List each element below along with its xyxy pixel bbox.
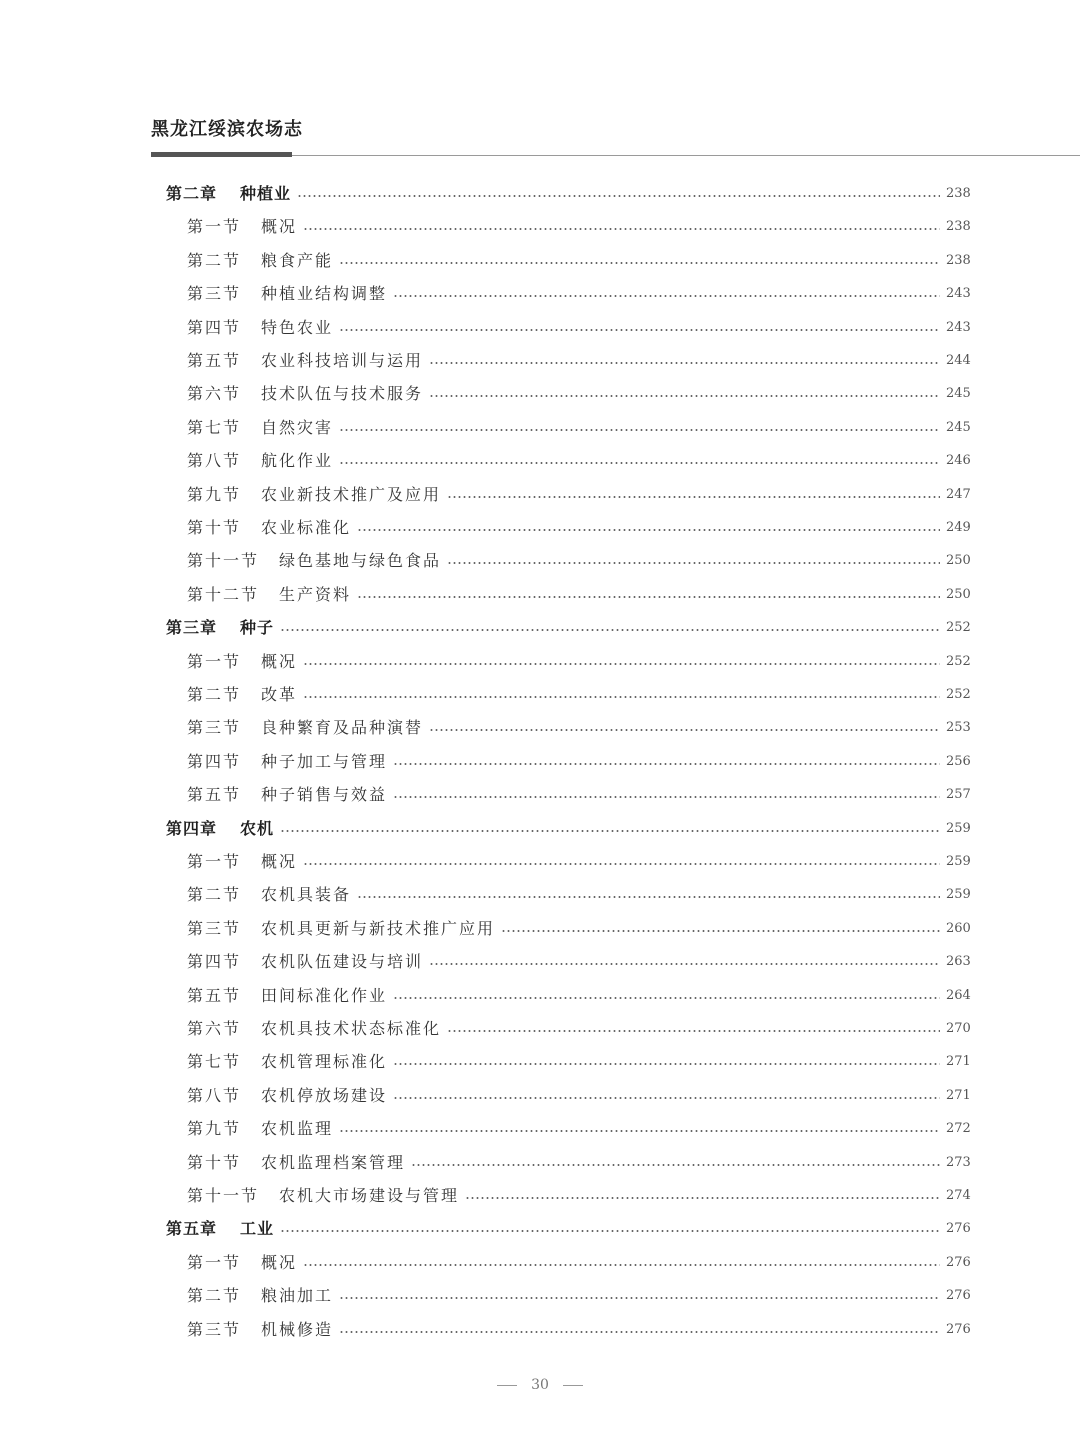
toc-entry-page: 270 [946,1021,971,1036]
toc-section-entry[interactable] [187,244,970,278]
toc-chapter-entry[interactable] [166,177,970,211]
toc-entry-title: 农机具技术状态标准化 [261,1019,442,1038]
toc-section-entry[interactable] [187,845,970,879]
toc-entry-page: 252 [946,687,971,702]
toc-section-entry[interactable] [187,344,970,378]
toc-entry-page: 256 [946,753,971,769]
dot-leader [429,963,940,965]
toc-entry-page: 274 [946,1188,971,1203]
toc-chapter-entry[interactable] [166,812,970,846]
toc-entry-number: 第七节 [187,417,242,437]
toc-entry-page: 247 [946,486,971,502]
toc-entry-page: 246 [946,453,971,469]
dot-leader [429,362,940,364]
toc-entry-number: 第三节 [187,284,242,304]
toc-entry-title: 特色农业 [261,317,334,337]
toc-entry-page: 238 [946,186,971,201]
toc-entry-number: 第三节 [187,918,242,938]
dot-leader [357,596,940,598]
toc-section-entry[interactable] [187,711,970,745]
toc-entry-page: 271 [946,1054,971,1070]
dot-leader [303,1264,940,1266]
toc-entry-title: 概况 [261,651,298,671]
toc-entry-page: 253 [946,720,971,736]
toc-entry-page: 245 [946,386,971,402]
dot-leader [339,462,940,464]
toc-entry-title: 农机停放场建设 [261,1085,388,1105]
toc-entry-title: 航化作业 [261,451,334,471]
toc-section-entry[interactable] [187,544,970,578]
toc-entry-number: 第一节 [187,217,242,237]
toc-section-entry[interactable] [187,912,970,946]
toc-entry-title: 粮食产能 [261,250,334,270]
toc-entry-number: 第十一节 [187,551,260,571]
toc-entry-title: 种植业 [240,184,292,203]
dot-leader [303,663,940,665]
dot-leader [393,295,940,297]
toc-entry-title: 农机管理标准化 [261,1052,388,1072]
toc-entry-number: 第九节 [187,1119,242,1139]
toc-entry-title: 农业科技培训与运用 [261,351,424,370]
toc-section-entry[interactable] [187,1012,970,1046]
toc-section-entry[interactable] [187,1313,970,1347]
dot-leader [357,529,940,531]
toc-chapter-entry[interactable] [166,1212,970,1246]
toc-entry-number: 第二节 [187,685,242,704]
toc-section-entry[interactable] [187,1279,970,1313]
dot-leader [339,1297,940,1299]
dot-leader [303,228,940,230]
toc-entry-number: 第五节 [187,785,242,805]
toc-entry-title: 绿色基地与绿色食品 [279,551,442,571]
toc-entry-title: 生产资料 [279,584,352,604]
toc-entry-number: 第五节 [187,985,242,1005]
toc-entry-title: 种子销售与效益 [261,785,388,805]
toc-entry-number: 第四章 [166,818,218,838]
dot-leader [429,729,940,731]
toc-entry-number: 第十节 [187,518,242,537]
toc-entry-number: 第一节 [187,651,242,671]
dot-leader [339,329,940,331]
toc-entry-title: 粮油加工 [261,1286,334,1306]
dot-leader [357,896,940,898]
toc-entry-page: 250 [946,553,971,569]
toc-section-entry[interactable] [187,1112,970,1146]
toc-entry-page: 244 [946,353,971,368]
toc-entry-page: 276 [946,1288,971,1304]
toc-entry-title: 概况 [261,1252,298,1272]
toc-entry-number: 第二节 [187,1286,242,1306]
toc-entry-page: 259 [946,887,971,903]
toc-entry-page: 238 [946,219,971,235]
toc-section-entry[interactable] [187,1179,970,1213]
toc-section-entry[interactable] [187,645,970,679]
toc-entry-title: 技术队伍与技术服务 [261,384,424,404]
toc-entry-page: 271 [946,1087,971,1103]
toc-entry-page: 276 [946,1321,971,1337]
toc-entry-number: 第十节 [187,1152,242,1172]
dot-leader [280,1230,940,1232]
toc-entry-title: 概况 [261,217,298,237]
toc-entry-number: 第八节 [187,451,242,471]
toc-entry-page: 273 [946,1154,971,1170]
toc-entry-title: 良种繁育及品种演替 [261,718,424,738]
toc-section-entry[interactable] [187,511,970,545]
toc-entry-page: 238 [946,252,971,268]
toc-entry-title: 自然灾害 [261,417,334,437]
dot-leader [339,429,940,431]
dot-leader [280,629,940,631]
toc-entry-title: 田间标准化作业 [261,985,388,1005]
toc-entry-page: 276 [946,1221,971,1237]
dot-leader [429,395,940,397]
dot-leader [303,863,940,865]
toc-entry-page: 264 [946,987,971,1003]
footer-dash-left [497,1385,517,1386]
toc-entry-title: 农机监理档案管理 [261,1152,406,1172]
dot-leader [339,262,940,264]
toc-entry-number: 第四节 [187,952,242,972]
toc-entry-title: 改革 [261,685,298,704]
toc-entry-page: 259 [946,820,971,836]
dot-leader [393,997,940,999]
toc-section-entry[interactable] [187,1246,970,1280]
toc-section-entry[interactable] [187,411,970,445]
toc-entry-number: 第三节 [187,1319,242,1339]
toc-entry-page: 249 [946,520,971,535]
toc-entry-title: 农机监理 [261,1119,334,1139]
dot-leader [447,1030,940,1032]
toc-section-entry[interactable] [187,745,970,779]
toc-entry-page: 252 [946,620,971,636]
toc-entry-number: 第九节 [187,484,242,504]
toc-entry-number: 第六节 [187,1019,242,1038]
toc-entry-number: 第四节 [187,317,242,337]
dot-leader [447,496,940,498]
toc-section-entry[interactable] [187,979,970,1013]
dot-leader [303,696,940,698]
toc-entry-number: 第三章 [166,618,218,638]
toc-entry-page: 243 [946,286,971,302]
toc-section-entry[interactable] [187,1079,970,1113]
toc-entry-title: 农业标准化 [261,518,352,537]
toc-entry-number: 第一节 [187,1252,242,1272]
dot-leader [465,1197,940,1199]
toc-entry-page: 257 [946,787,971,803]
toc-entry-number: 第七节 [187,1052,242,1072]
toc-section-entry[interactable] [187,377,970,411]
toc-section-entry[interactable] [187,945,970,979]
toc-entry-number: 第十一节 [187,1186,260,1205]
toc-section-entry[interactable] [187,478,970,512]
dot-leader [393,796,940,798]
toc-entry-title: 农机具装备 [261,885,352,905]
toc-entry-page: 245 [946,419,971,435]
toc-entry-title: 种植业结构调整 [261,284,388,304]
toc-section-entry[interactable] [187,1146,970,1180]
toc-entry-title: 农机 [240,818,275,838]
toc-entry-title: 工业 [240,1219,275,1239]
toc-entry-page: 276 [946,1254,971,1270]
toc-entry-title: 种子加工与管理 [261,751,388,771]
toc-section-entry[interactable] [187,878,970,912]
toc-entry-page: 259 [946,854,971,869]
toc-section-entry[interactable] [187,210,970,244]
toc-entry-title: 机械修造 [261,1319,334,1339]
toc-entry-page: 243 [946,319,971,335]
page-number: 30 [531,1377,549,1393]
toc-entry-number: 第十二节 [187,584,260,604]
dot-leader [501,930,940,932]
dot-leader [393,1097,940,1099]
toc-entry-number: 第二节 [187,885,242,905]
dot-leader [393,1063,940,1065]
toc-entry-page: 252 [946,653,971,669]
toc-entry-title: 种子 [240,618,275,638]
dot-leader [339,1130,940,1132]
toc-entry-page: 263 [946,954,971,970]
toc-entry-page: 250 [946,586,971,602]
toc-entry-title: 概况 [261,852,298,871]
toc-section-entry[interactable] [187,778,970,812]
toc-entry-number: 第二节 [187,250,242,270]
dot-leader [447,562,940,564]
toc-section-entry[interactable] [187,444,970,478]
book-title: 黑龙江绥滨农场志 [151,119,303,140]
toc-chapter-entry[interactable] [166,611,970,645]
toc-entry-number: 第四节 [187,751,242,771]
toc-entry-number: 第五章 [166,1219,218,1239]
toc-entry-number: 第一节 [187,852,242,871]
toc-entry-page: 260 [946,920,971,936]
dot-leader [297,195,940,197]
dot-leader [339,1331,940,1333]
toc-section-entry[interactable] [187,311,970,345]
toc-entry-number: 第六节 [187,384,242,404]
page-footer [0,1373,1080,1397]
toc-section-entry[interactable] [187,578,970,612]
toc-section-entry[interactable] [187,678,970,712]
footer-dash-right [563,1385,583,1386]
toc-section-entry[interactable] [187,1045,970,1079]
toc-section-entry[interactable] [187,277,970,311]
toc-entry-number: 第八节 [187,1085,242,1105]
toc-entry-title: 农业新技术推广及应用 [261,484,442,504]
toc-entry-title: 农机队伍建设与培训 [261,952,424,972]
toc-entry-page: 272 [946,1121,971,1137]
toc-entry-title: 农机大市场建设与管理 [279,1186,460,1205]
toc-entry-number: 第三节 [187,718,242,738]
toc-entry-number: 第五节 [187,351,242,370]
header-rule-accent [151,152,292,157]
dot-leader [393,763,940,765]
dot-leader [411,1164,940,1166]
toc-entry-title: 农机具更新与新技术推广应用 [261,918,496,938]
toc-entry-number: 第二章 [166,184,218,203]
dot-leader [280,830,940,832]
